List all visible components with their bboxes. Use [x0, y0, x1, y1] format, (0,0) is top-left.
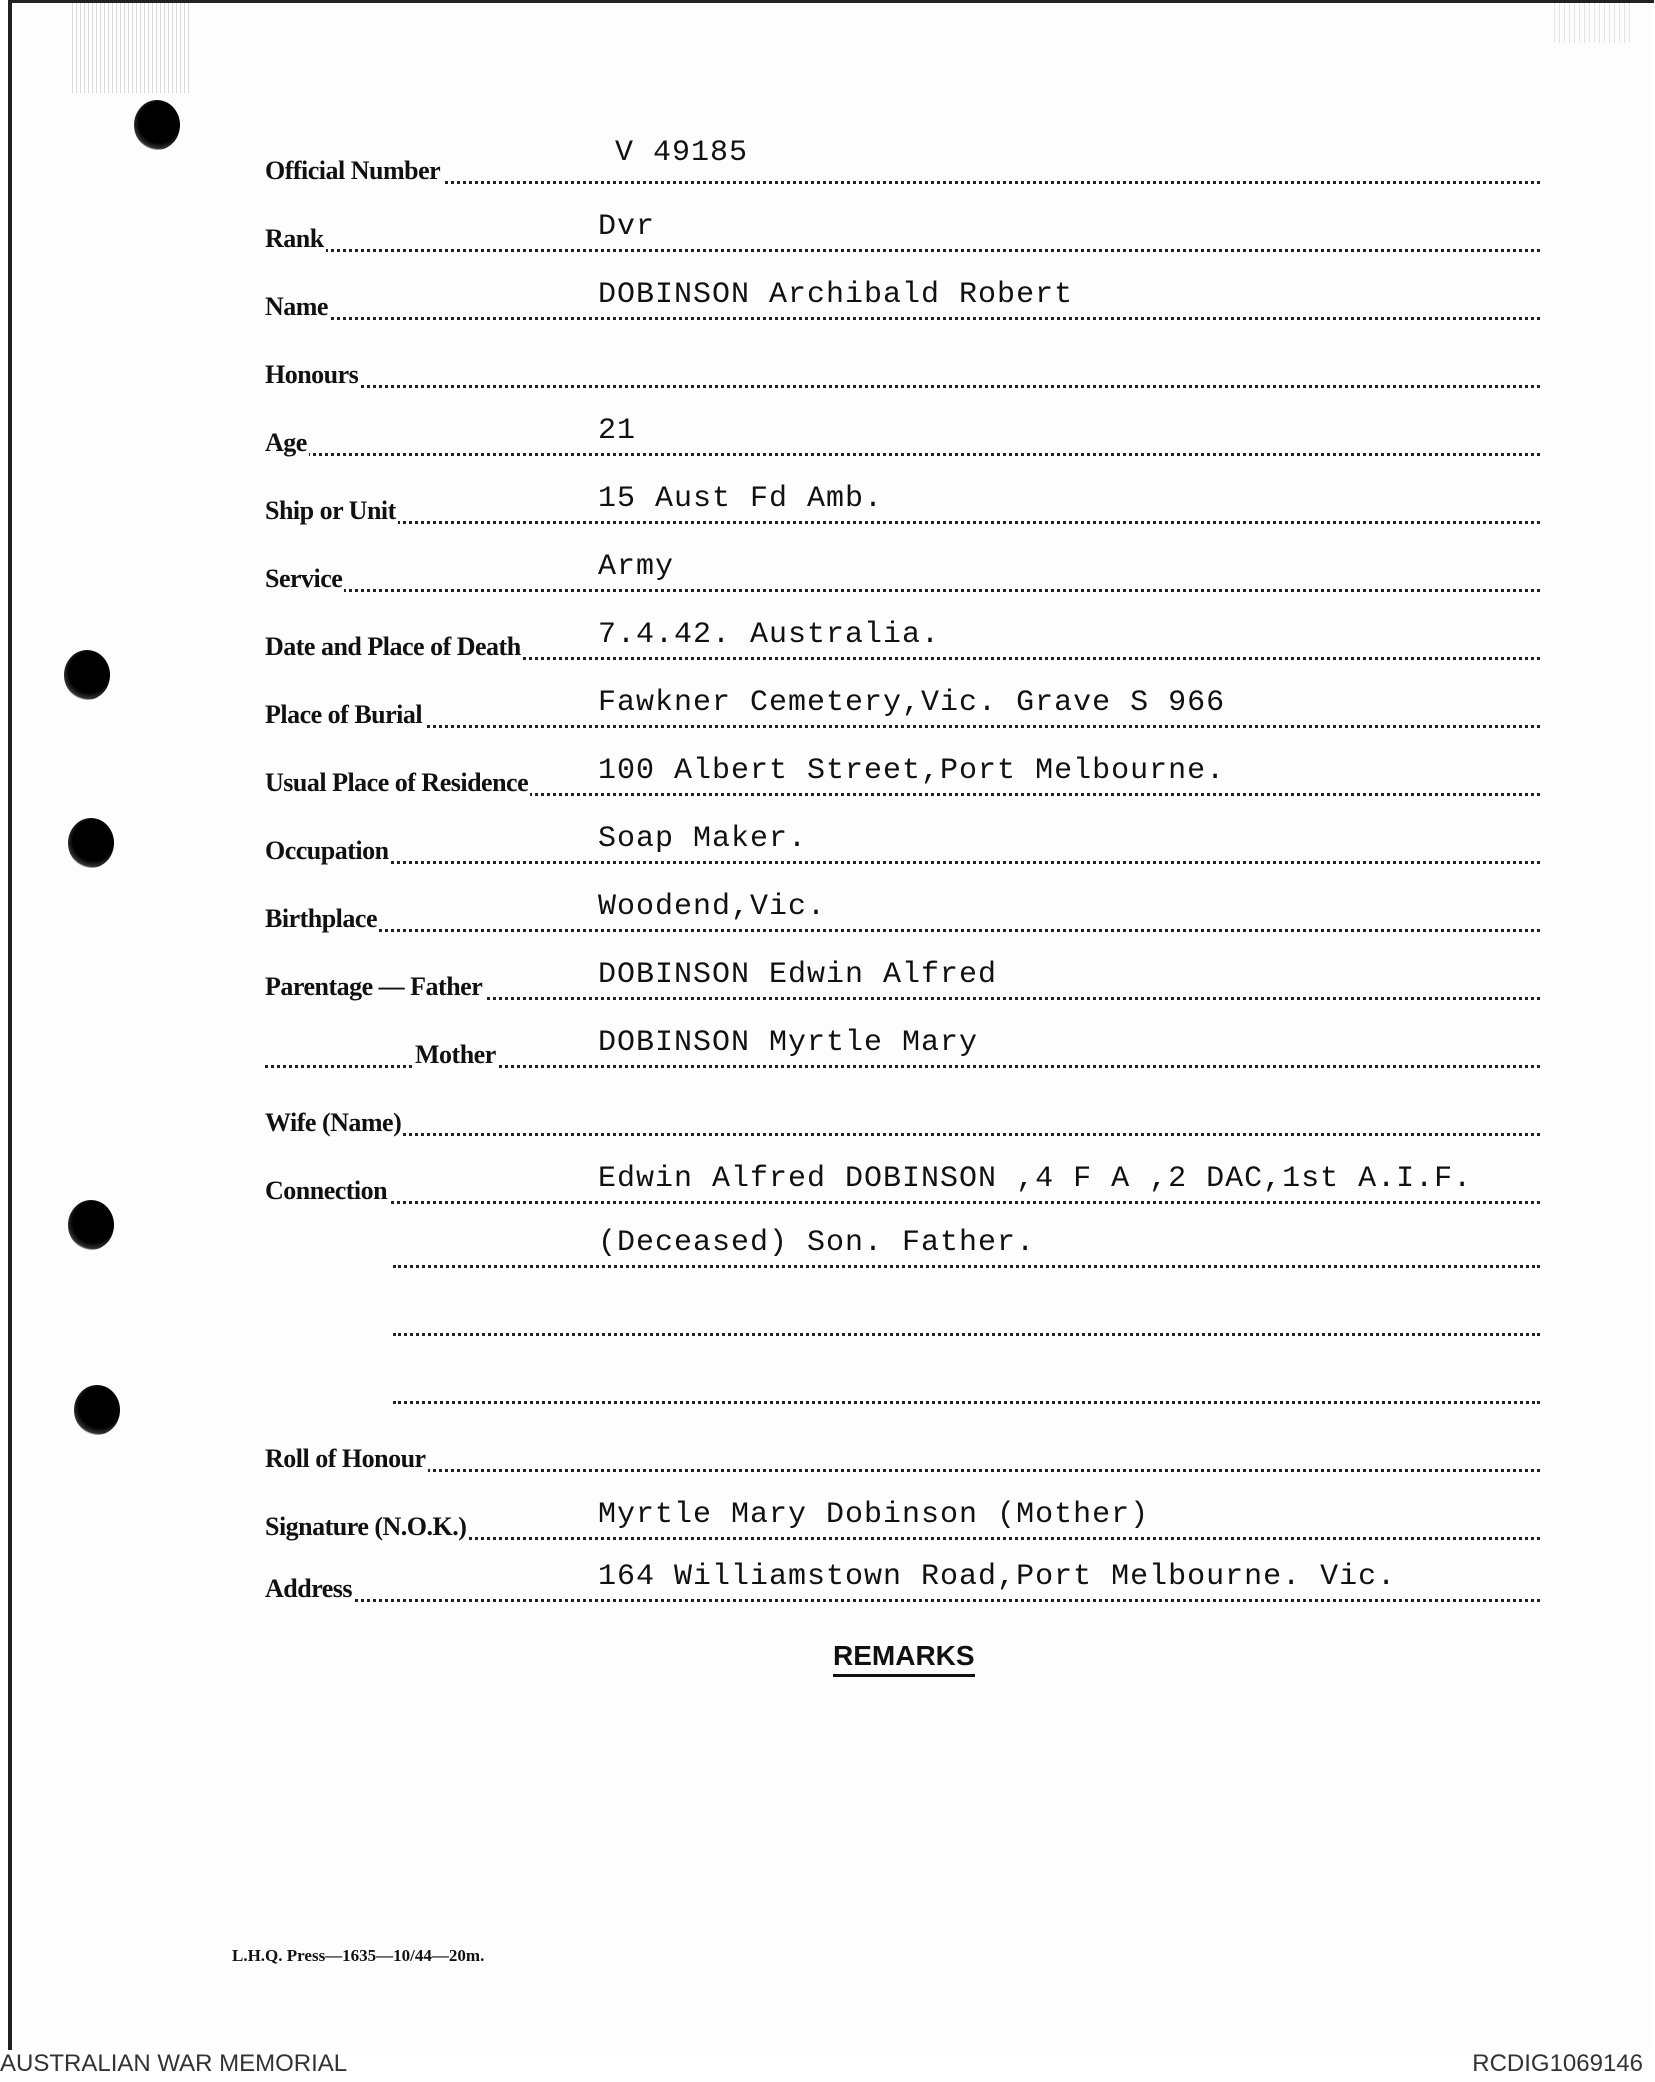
- label-age: Age: [265, 428, 307, 457]
- label-connection: Connection: [265, 1176, 388, 1205]
- dotted-line: [265, 453, 1540, 456]
- value-father: DOBINSON Edwin Alfred: [598, 958, 998, 992]
- dotted-line: [265, 1599, 1540, 1602]
- footer-record-id: RCDIG1069146: [1472, 2050, 1643, 2077]
- value-birthplace: Woodend,Vic.: [598, 890, 827, 924]
- value-connection-cont-1: (Deceased) Son. Father.: [598, 1226, 1036, 1260]
- remarks-heading: REMARKS: [833, 1640, 975, 1677]
- label-signature: Signature (N.O.K.): [265, 1512, 467, 1541]
- label-father: Parentage — Father: [265, 972, 483, 1001]
- row-service: [265, 542, 1540, 598]
- punch-hole-4: [68, 1200, 114, 1250]
- row-ship-or-unit: [265, 474, 1540, 530]
- row-address: [265, 1552, 1540, 1608]
- scan-noise-right: [1554, 3, 1634, 43]
- label-honours: Honours: [265, 360, 359, 389]
- value-place-of-burial: Fawkner Cemetery,Vic. Grave S 966: [598, 686, 1226, 720]
- dotted-line: [265, 1201, 1540, 1204]
- label-occupation: Occupation: [265, 836, 389, 865]
- dotted-line: [265, 385, 1540, 388]
- dotted-line: [265, 725, 1540, 728]
- row-official-number: [265, 134, 1540, 190]
- row-roll-of-honour: [265, 1422, 1540, 1478]
- row-connection-cont-3: [393, 1354, 1540, 1410]
- row-father: [265, 950, 1540, 1006]
- row-signature: [265, 1490, 1540, 1546]
- dotted-line: [265, 317, 1540, 320]
- print-reference: L.H.Q. Press—1635—10/44—20m.: [232, 1946, 485, 1965]
- row-birthplace: [265, 882, 1540, 938]
- label-birthplace: Birthplace: [265, 904, 377, 933]
- row-mother: [265, 1018, 1540, 1074]
- row-name: [265, 270, 1540, 326]
- row-age: [265, 406, 1540, 462]
- value-connection: Edwin Alfred DOBINSON ,4 F A ,2 DAC,1st A.I.F.: [598, 1162, 1473, 1196]
- row-occupation: [265, 814, 1540, 870]
- row-residence: [265, 746, 1540, 802]
- value-official-number: V 49185: [615, 136, 749, 170]
- label-roll-of-honour: Roll of Honour: [265, 1444, 426, 1473]
- value-age: 21: [598, 414, 637, 448]
- label-official-number: Official Number: [265, 156, 441, 185]
- label-residence: Usual Place of Residence: [265, 768, 529, 797]
- value-residence: 100 Albert Street,Port Melbourne.: [598, 754, 1226, 788]
- dotted-line: [265, 249, 1540, 252]
- dotted-line: [393, 1333, 1540, 1336]
- row-place-of-burial: [265, 678, 1540, 734]
- punch-hole-3: [68, 818, 114, 868]
- value-rank: Dvr: [598, 210, 656, 244]
- label-mother: Mother: [415, 1040, 496, 1069]
- punch-hole-5: [74, 1385, 120, 1435]
- punch-hole-2: [64, 650, 110, 700]
- label-date-place-death: Date and Place of Death: [265, 632, 521, 661]
- value-date-place-death: 7.4.42. Australia.: [598, 618, 941, 652]
- row-date-place-death: [265, 610, 1540, 666]
- dotted-line: [393, 1401, 1540, 1404]
- scan-noise: [72, 3, 192, 93]
- dotted-line: [265, 861, 1540, 864]
- row-connection: [265, 1154, 1540, 1210]
- value-occupation: Soap Maker.: [598, 822, 808, 856]
- row-honours: [265, 338, 1540, 394]
- value-ship-or-unit: 15 Aust Fd Amb.: [598, 482, 884, 516]
- value-mother: DOBINSON Myrtle Mary: [598, 1026, 979, 1060]
- dotted-line: [393, 1265, 1540, 1268]
- row-connection-cont-2: [393, 1286, 1540, 1342]
- row-wife: [265, 1086, 1540, 1142]
- dotted-line: [265, 1469, 1540, 1472]
- punch-hole-1: [134, 100, 180, 150]
- row-connection-cont-1: [393, 1218, 1540, 1274]
- label-service: Service: [265, 564, 343, 593]
- value-signature: Myrtle Mary Dobinson (Mother): [598, 1498, 1150, 1532]
- value-service: Army: [598, 550, 675, 584]
- label-place-of-burial: Place of Burial: [265, 700, 423, 729]
- dotted-line: [265, 1133, 1540, 1136]
- label-address: Address: [265, 1574, 353, 1603]
- footer-institution: AUSTRALIAN WAR MEMORIAL: [0, 2050, 348, 2077]
- dotted-line: [265, 589, 1540, 592]
- dotted-line: [265, 181, 1540, 184]
- label-name: Name: [265, 292, 328, 321]
- label-ship-or-unit: Ship or Unit: [265, 496, 396, 525]
- dotted-line: [265, 929, 1540, 932]
- value-name: DOBINSON Archibald Robert: [598, 278, 1074, 312]
- value-address: 164 Williamstown Road,Port Melbourne. Vic.: [598, 1560, 1397, 1594]
- label-wife: Wife (Name): [265, 1108, 402, 1137]
- label-rank: Rank: [265, 224, 324, 253]
- dotted-line: [265, 521, 1540, 524]
- row-rank: [265, 202, 1540, 258]
